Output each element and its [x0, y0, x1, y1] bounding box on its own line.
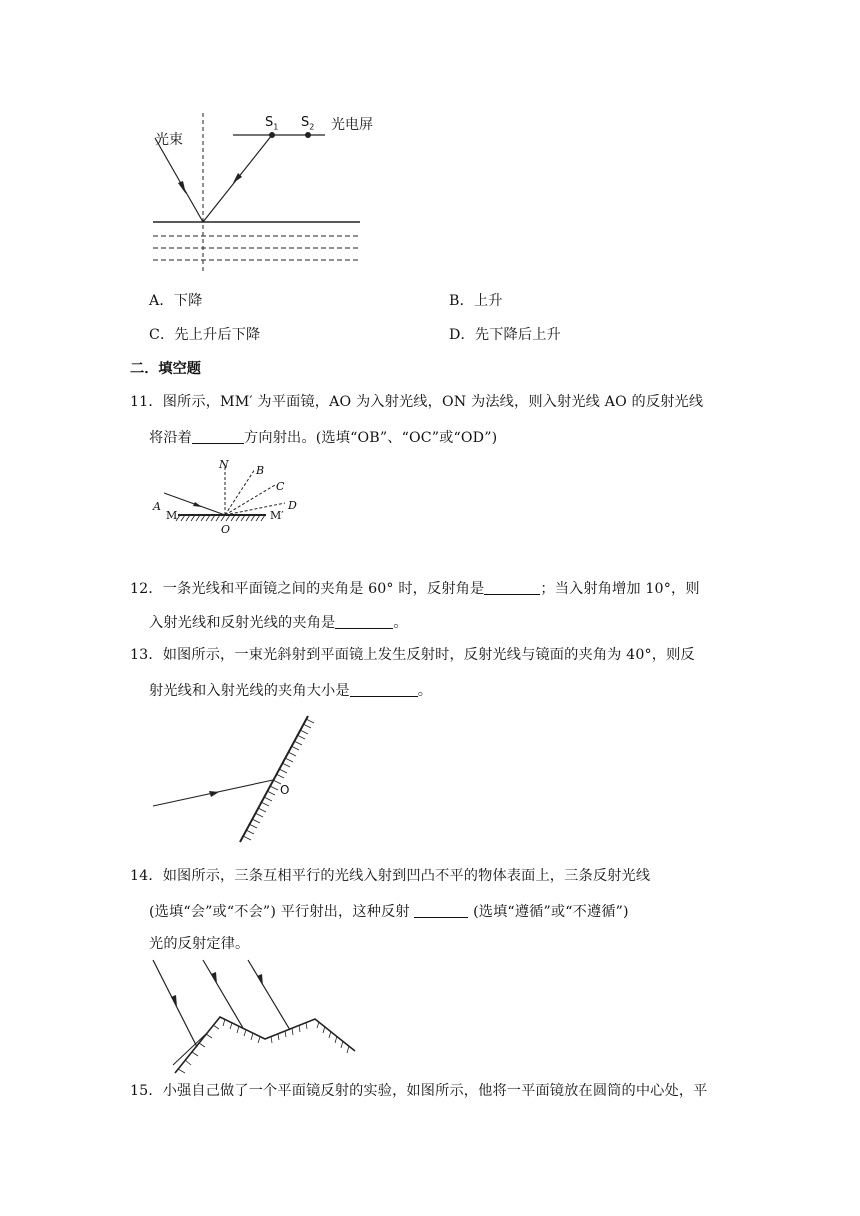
- q13-label-o: O: [280, 783, 290, 797]
- figure-q13-mirror-diagram: [145, 710, 325, 850]
- q11-answer-blank[interactable]: [192, 429, 244, 444]
- q14-line3: 光的反射定律。: [149, 936, 250, 952]
- q15-line1: 15．小强自己做了一个平面镜反射的实验，如图所示，他将一平面镜放在圆筒的中心处，平: [130, 1083, 708, 1099]
- q11-label-b: B: [256, 464, 265, 477]
- section-title: 二．填空题: [130, 361, 201, 377]
- q12-line2: 入射光线和反射光线的夹角是 。: [149, 615, 408, 631]
- q13-answer-blank[interactable]: [350, 682, 418, 697]
- figure-q10-reflection-diagram: [145, 108, 405, 278]
- q11-label-m: M: [166, 509, 178, 522]
- figure-q14-diffuse-reflection-diagram: [145, 955, 365, 1080]
- s1-label: $S_1$: [265, 115, 279, 132]
- q11-line1: 11．图所示，MM′ 为平面镜，AO 为入射光线，ON 为法线，则入射光线 AO 的反射光线: [130, 394, 704, 410]
- light-beam-label: 光束: [155, 132, 183, 148]
- option-c: C．先上升后下降: [149, 327, 261, 343]
- q11-label-o: O: [221, 523, 231, 536]
- q11-label-n: N: [219, 458, 229, 471]
- q13-line1: 13．如图所示，一束光斜射到平面镜上发生反射时，反射光线与镜面的夹角为 40°，则反: [130, 647, 695, 663]
- q13-line2: 射光线和入射光线的夹角大小是 。: [149, 683, 433, 699]
- option-b: B．上升: [449, 293, 503, 309]
- q12-answer-blank-2[interactable]: [335, 614, 393, 629]
- q11-label-m-prime: M′: [270, 509, 284, 522]
- q12-answer-blank-1[interactable]: [484, 580, 540, 595]
- q12-line1: 12．一条光线和平面镜之间的夹角是 60° 时，反射角是 ；当入射角增加 10°，则: [130, 581, 700, 597]
- screen-label: 光电屏: [331, 117, 373, 133]
- q11-line2: 将沿着 方向射出。(选填“OB”、“OC”或“OD”): [149, 430, 498, 446]
- q14-line2: (选填“会”或“不会”) 平行射出，这种反射 (选填“遵循”或“不遵循”): [149, 904, 629, 920]
- option-a: A．下降: [149, 293, 203, 309]
- q11-label-c: C: [276, 480, 285, 493]
- q14-answer-blank[interactable]: [414, 903, 468, 918]
- option-d: D．先下降后上升: [449, 327, 561, 343]
- s2-label: $S_2$: [301, 115, 315, 132]
- q14-line1: 14．如图所示，三条互相平行的光线入射到凹凸不平的物体表面上，三条反射光线: [130, 868, 651, 884]
- q11-label-d: D: [288, 499, 297, 512]
- q11-label-a: A: [153, 500, 161, 513]
